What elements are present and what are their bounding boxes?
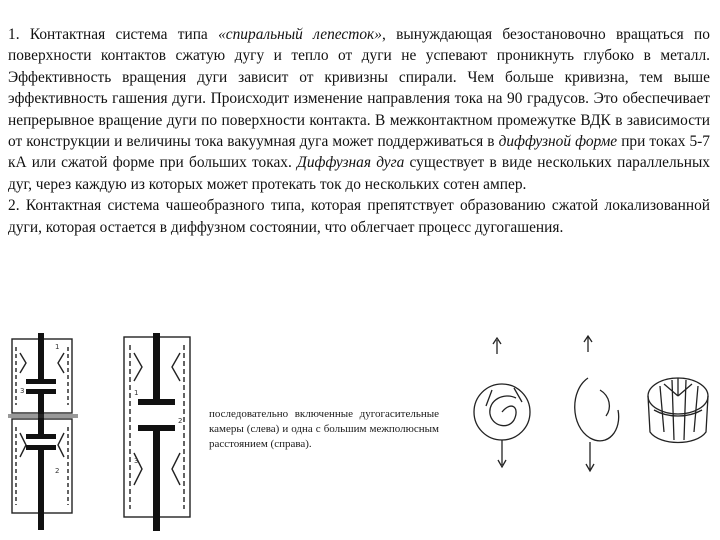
single-chamber-drawing xyxy=(120,333,198,533)
spiral-contact-figure xyxy=(462,330,552,480)
term-spiral-petal: «спиральный лепесток» xyxy=(218,26,382,43)
svg-text:2: 2 xyxy=(178,417,183,425)
cup-contact-figure xyxy=(640,370,716,460)
svg-text:2: 2 xyxy=(55,467,60,475)
paragraph-spiral-petal xyxy=(8,24,710,195)
paragraph-body: , вынуждающая безостановочно вращаться по поверхности контактов сжатую дугу и тепло от дуги не успевают проникнуть глубоко в металл. Эффективность вращения дуги зависит от кривизны спирали. Чем больше кривизна, тем выше эффективность гашения дуги. Происходит изменение направления тока на 90 градусов. Это обеспечивает непрерывное вращение дуги по поверхности контакта. В межконтактном промежутке ВДК в зависимости от конструкции и величины тока вакуумная дуга может поддерживаться в xyxy=(8,26,710,151)
svg-text:1: 1 xyxy=(55,343,60,351)
spiral-arc-drawing xyxy=(560,330,630,480)
body-text xyxy=(8,24,710,238)
paragraph-mid: при токах 5-7 кА или сжатой форме при больших токах. xyxy=(8,133,711,172)
svg-text:3: 3 xyxy=(20,387,25,395)
figure-caption: последовательно включенные дугогасительные камеры (слева) и одна с большим межполюсным расстоянием (справа). xyxy=(209,408,439,450)
spiral-contact-drawing xyxy=(462,330,552,480)
series-chambers-drawing xyxy=(8,333,78,533)
term-diffuse-arc: Диффузная дуга xyxy=(297,154,405,172)
series-chambers-figure xyxy=(8,333,78,533)
single-chamber-figure xyxy=(120,333,198,533)
term-diffuse-form: диффузной форме xyxy=(498,133,618,151)
svg-text:1: 1 xyxy=(134,389,139,397)
spiral-arc-figure xyxy=(560,330,630,480)
paragraph-end: существует в виде нескольких параллельных дуг, через каждую из которых может протекать ток до нескольких сотен ампер. xyxy=(8,154,710,193)
paragraph-cup-type: 2. Контактная система чашеобразного типа, которая препятствует образованию сжатой локализованной дуги, которая остается в диффузном состоянии, что облегчает процесс дугогашения. xyxy=(8,197,710,236)
paragraph-lead: 1. Контактная система типа xyxy=(8,26,219,43)
cup-contact-drawing xyxy=(640,370,716,460)
svg-text:3: 3 xyxy=(134,457,139,465)
